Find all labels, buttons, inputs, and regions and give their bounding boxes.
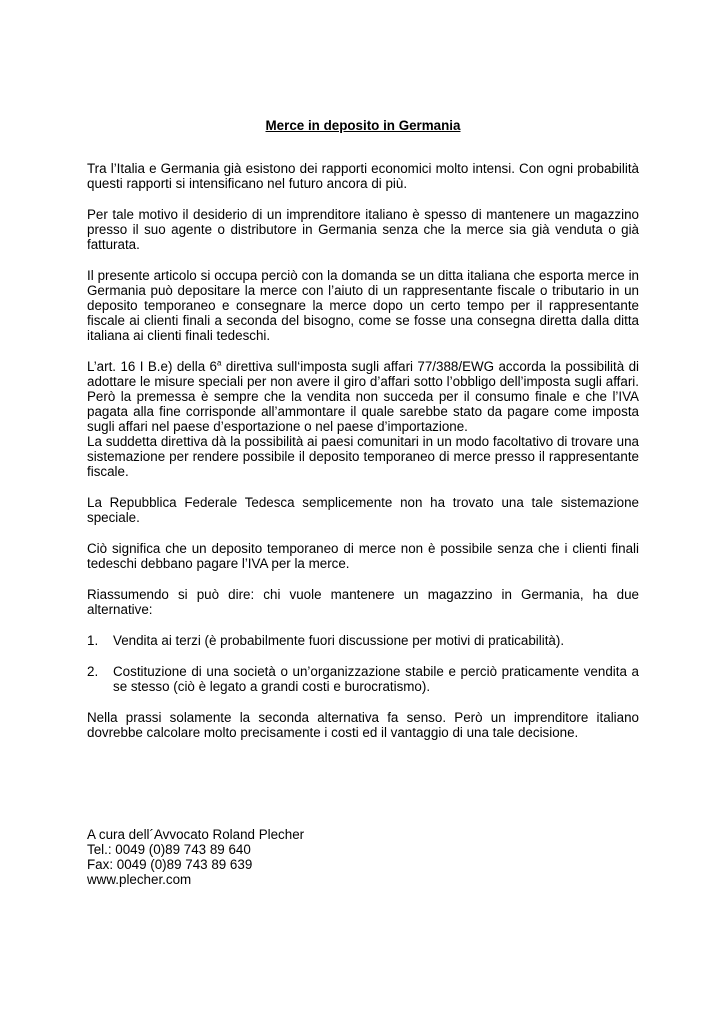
art16-prefix: L’art. 16 I B.e) della 6 [87, 359, 217, 374]
paragraph-motivation: Per tale motivo il desiderio di un imprenditore italiano è spesso di mantenere un magazzino presso il suo agente o distributore in Germania senza che la merce sia già venduta o già fatturata. [87, 207, 639, 252]
signature-website: www.plecher.com [87, 872, 192, 887]
list-item-number: 1. [87, 633, 99, 648]
paragraph-intro: Tra l’Italia e Germania già esistono dei rapporti economici molto intensi. Con ogni probabilità questi rapporti si intensificano nel futuro ancora di più. [87, 161, 639, 191]
signature-fax: Fax: 0049 (0)89 743 89 639 [87, 857, 253, 872]
document-body [87, 118, 639, 756]
alternatives-list [87, 633, 639, 694]
document-title: Merce in deposito in Germania [265, 118, 461, 133]
list-item-text: Costituzione di una società o un’organizzazione stabile e perciò praticamente vendita a se stesso (ciò è legato a grandi costi e burocratismo). [113, 664, 639, 694]
signature-phone: Tel.: 0049 (0)89 743 89 640 [87, 842, 251, 857]
list-item [87, 633, 639, 648]
paragraph-summary: Riassumendo si può dire: chi vuole mantenere un magazzino in Germania, ha due alternative: [87, 587, 639, 617]
list-item-number: 2. [87, 664, 99, 679]
art16-suffix: direttiva sull‘imposta sugli affari 77/388/EWG accorda la possibilità di adottare le misure speciali per non avere il giro d’affari sotto l’obbligo dell’imposta sugli affari. Però la premessa è sempre che la vendita non succeda per il consumo finale e che l’IVA pagata alla fine corrisponde all’ammontare il quale sarebbe stato da pagare come imposta sugli affari nel paese d’esportazione o nel paese d’importazione. [87, 359, 639, 434]
paragraph-article-scope: Il presente articolo si occupa perciò con la domanda se un ditta italiana che esporta merce in Germania può depositare la merce con l’aiuto di un rappresentante fiscale o tributario in un deposito temporaneo e consegnare la merce dopo un certo tempo per il rappresentante fiscale ai clienti finali a seconda del bisogno, come se fosse una consegna diretta dalla ditta italiana ai clienti finali tedeschi. [87, 268, 639, 343]
list-item-text: Vendita ai terzi (è probabilmente fuori discussione per motivi di praticabilità). [113, 633, 565, 648]
art16-superscript: a [217, 358, 222, 368]
paragraph-art16 [87, 359, 639, 434]
paragraph-germany: La Repubblica Federale Tedesca semplicemente non ha trovato una tale sistemazione speciale. [87, 495, 639, 525]
paragraph-conclusion: Nella prassi solamente la seconda alternativa fa senso. Però un imprenditore italiano dovrebbe calcolare molto precisamente i costi ed il vantaggio di una tale decisione. [87, 710, 639, 740]
signature-block [87, 827, 304, 887]
paragraph-directive: La suddetta direttiva dà la possibilità ai paesi comunitari in un modo facoltativo di trovare una sistemazione per rendere possibile il deposito temporaneo di merce presso il rappresentante fiscale. [87, 434, 639, 479]
signature-author: A cura dell´Avvocato Roland Plecher [87, 827, 305, 842]
paragraph-meaning: Ciò significa che un deposito temporaneo di merce non è possibile senza che i clienti finali tedeschi debbano pagare l’IVA per la merce. [87, 541, 639, 571]
list-item [87, 664, 639, 694]
